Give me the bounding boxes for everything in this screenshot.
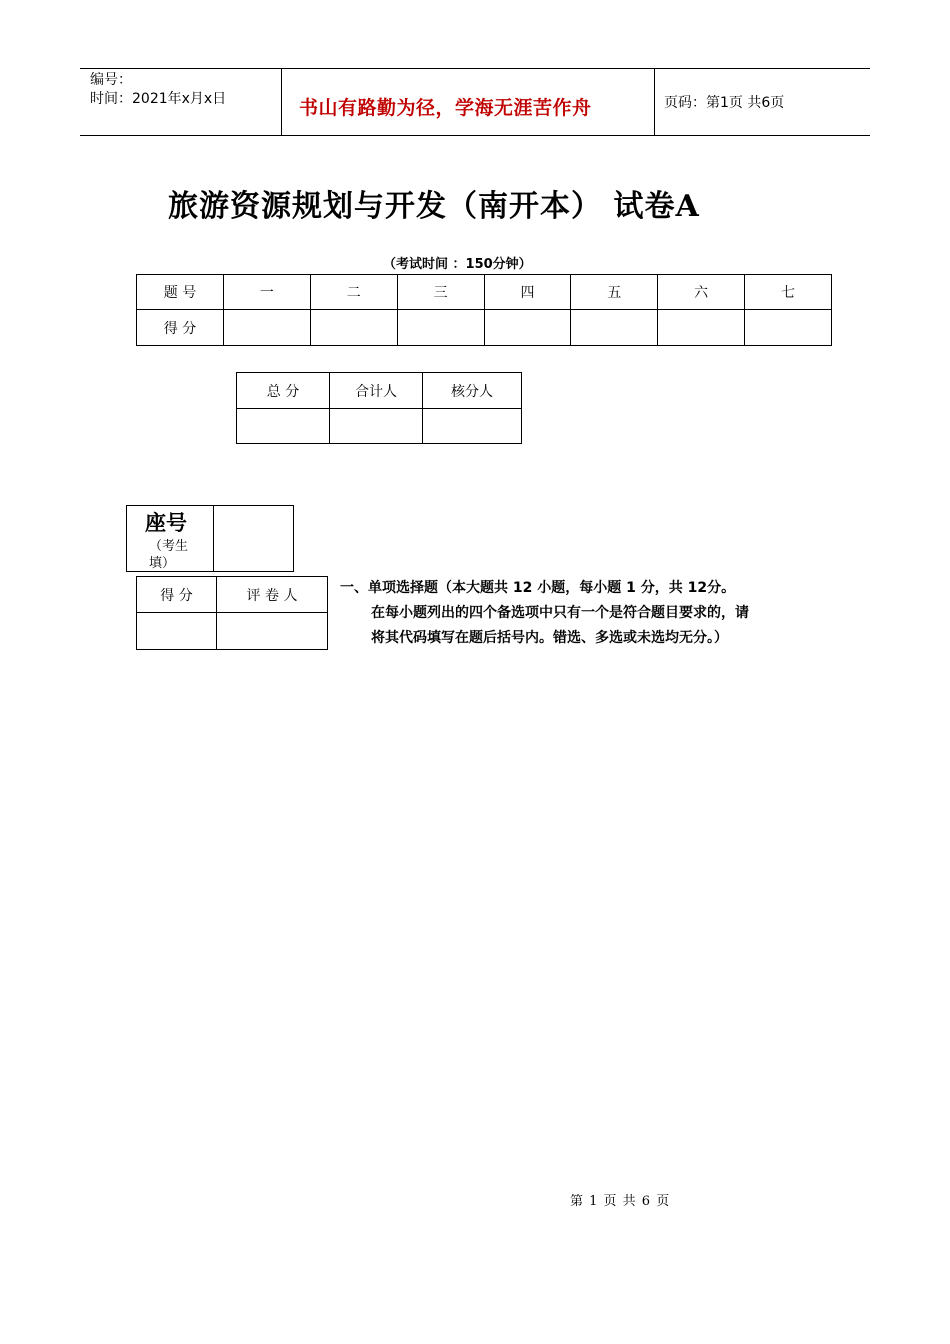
column-header: 七 [745,275,832,310]
grader-header: 评 卷 人 [217,577,328,613]
header-divider-right [654,68,655,136]
seat-box-divider [213,506,214,572]
column-header: 一 [224,275,311,310]
checked-by-cell[interactable] [423,409,522,444]
score-cell[interactable] [397,310,484,346]
table-row [137,577,328,613]
section-heading: 一、单项选择题（本大题共 12 小题，每小题 1 分，共 12分。 [340,580,736,596]
total-score-header: 总 分 [237,373,330,409]
section-score-header: 得 分 [137,577,217,613]
seat-number-input[interactable] [215,507,291,569]
row-label-question-number: 题 号 [137,275,224,310]
score-cell[interactable] [571,310,658,346]
row-label-score: 得 分 [137,310,224,346]
section-instructions-line: 将其代码填写在题后括号内。错选、多选或未选均无分。） [371,630,728,646]
serial-number-label: 编号： [90,72,132,88]
page-footer: 第 1 页 共 6 页 [570,1194,671,1209]
page-title: 旅游资源规划与开发（南开本） 试卷A [168,189,700,224]
total-score-table [236,372,522,444]
score-table [136,274,832,346]
section-score-cell[interactable] [137,613,217,650]
score-cell[interactable] [658,310,745,346]
table-row [137,275,832,310]
grader-table [136,576,328,650]
seat-number-note: （考生填） [149,539,189,571]
exam-duration: （考试时间 ：150分钟） [383,257,532,272]
page-info: 页码：第1页 共6页 [664,95,785,111]
summed-by-cell[interactable] [330,409,423,444]
grader-cell[interactable] [217,613,328,650]
table-row [137,310,832,346]
header-divider-left [281,68,282,136]
section-instructions-line: 在每小题列出的四个备选项中只有一个是符合题目要求的，请 [371,605,749,621]
seat-number-label: 座号 [145,511,187,535]
column-header: 二 [310,275,397,310]
table-row [237,373,522,409]
checked-by-header: 核分人 [423,373,522,409]
total-score-cell[interactable] [237,409,330,444]
score-cell[interactable] [310,310,397,346]
column-header: 六 [658,275,745,310]
column-header: 五 [571,275,658,310]
header-bottom-border [80,135,870,136]
score-cell[interactable] [224,310,311,346]
score-cell[interactable] [745,310,832,346]
table-row [237,409,522,444]
motto: 书山有路勤为径，学海无涯苦作舟 [299,97,592,119]
table-row [137,613,328,650]
column-header: 四 [484,275,571,310]
seat-number-box [126,505,294,572]
date-label: 时间：2021年x月x日 [90,91,227,107]
header-top-border [80,68,870,69]
summed-by-header: 合计人 [330,373,423,409]
score-cell[interactable] [484,310,571,346]
column-header: 三 [397,275,484,310]
